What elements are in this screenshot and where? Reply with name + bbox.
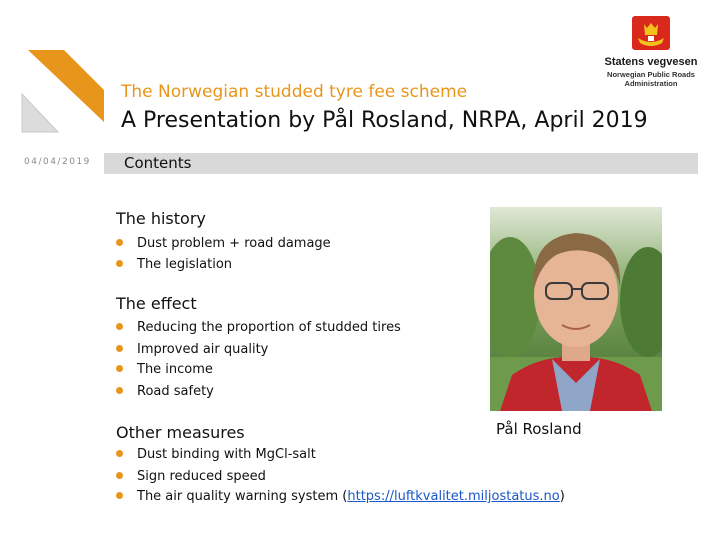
logo-emblem-icon <box>632 16 670 50</box>
list-item: Dust problem + road damage <box>116 236 331 251</box>
list-item: Road safety <box>116 384 214 399</box>
photo-caption: Pål Rosland <box>496 420 582 438</box>
heading-other-measures: Other measures <box>116 423 245 442</box>
corner-decoration <box>0 0 110 140</box>
list-item: The income <box>116 362 213 377</box>
bullet-icon <box>116 323 123 330</box>
section-bar <box>20 153 698 174</box>
logo-subtitle-line-1: Norwegian Public Roads <box>607 70 695 79</box>
list-item: Improved air quality <box>116 342 268 357</box>
logo-subtitle <box>596 70 706 88</box>
list-item: Sign reduced speed <box>116 469 266 484</box>
bullet-icon <box>116 260 123 267</box>
bullet-icon <box>116 492 123 499</box>
air-quality-link[interactable]: https://luftkvalitet.miljostatus.no <box>347 489 560 504</box>
portrait-photo <box>490 207 662 411</box>
bullet-icon <box>116 345 123 352</box>
section-title: Contents <box>124 154 192 172</box>
bullet-icon <box>116 450 123 457</box>
list-item: Reducing the proportion of studded tires <box>116 320 401 335</box>
slide-date: 04/04/2019 <box>24 157 91 167</box>
logo-name: Statens vegvesen <box>604 56 698 68</box>
bullet-icon <box>116 365 123 372</box>
heading-history: The history <box>116 209 206 228</box>
bullet-icon <box>116 387 123 394</box>
bullet-icon <box>116 239 123 246</box>
slide-subtitle: The Norwegian studded tyre fee scheme <box>121 82 468 102</box>
list-item: Dust binding with MgCl-salt <box>116 447 316 462</box>
logo-subtitle-line-2: Administration <box>624 79 678 88</box>
statens-vegvesen-logo <box>596 16 706 96</box>
heading-effect: The effect <box>116 294 197 313</box>
bullet-icon <box>116 472 123 479</box>
list-item: The air quality warning system (https://luftkvalitet.miljostatus.no) <box>116 489 565 504</box>
list-item: The legislation <box>116 257 232 272</box>
slide-title: A Presentation by Pål Rosland, NRPA, April 2019 <box>121 108 648 133</box>
